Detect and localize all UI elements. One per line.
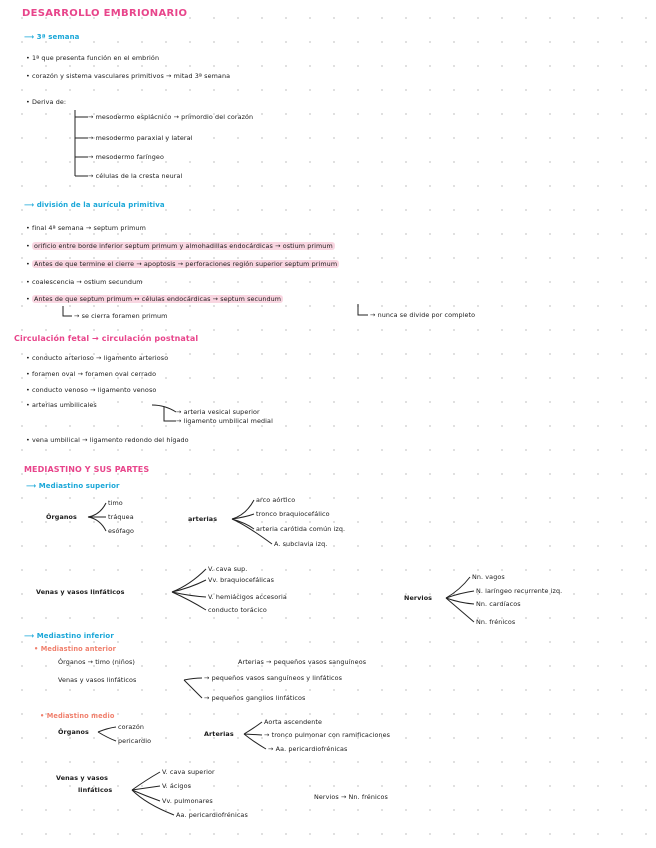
medio-nervios: Nervios → Nn. frénicos [314, 793, 388, 801]
subheading-mediastino-anterior: • Mediastino anterior [34, 645, 116, 653]
branch-item: → arteria vesical superior [176, 408, 260, 416]
branch-item: A. subclavia izq. [274, 540, 328, 548]
branch-item: Vv. pulmonares [162, 797, 213, 805]
list-item: • corazón y sistema vasculares primitivos → mitad 3ª semana [26, 72, 231, 80]
list-item: • Antes de que septum primum ↔ células endocárdicas → septum secundum [26, 295, 282, 303]
subheading-mediastino-medio: • Mediastino medio [40, 712, 115, 720]
branch-item: tráquea [108, 513, 134, 521]
branch-item: corazón [118, 723, 144, 731]
list-item: • final 4ª semana → septum primum [26, 224, 146, 232]
branch-item: Vv. braquiocefálicas [208, 576, 275, 584]
section-heading-3-semana: ⟶ 3ª semana [24, 33, 80, 41]
list-item: • conducto venoso → ligamento venoso [26, 386, 157, 394]
branch-item: → pequeños ganglios linfáticos [204, 694, 306, 702]
list-item: • orificio entre borde inferior septum primum y almohadillas endocárdicas → ostium primum [26, 242, 333, 250]
branch-item: → pequeños vasos sanguíneos y linfáticos [204, 674, 343, 682]
branch-item: arco aórtico [256, 496, 296, 504]
branch-item: Nn. vagos [472, 573, 505, 581]
branch-item: esófago [108, 527, 135, 535]
label-arterias-medio: Arterias [204, 730, 234, 738]
label-arterias: arterias [188, 515, 218, 523]
branch-item: arteria carótida común izq. [256, 525, 346, 533]
label-venas-anterior: Venas y vasos linfáticos [58, 676, 137, 684]
list-item: • vena umbilical → ligamento redondo del hígado [26, 436, 189, 444]
section-heading-mediastino: MEDIASTINO Y SUS PARTES [24, 465, 150, 474]
section-heading-division-auricula: ⟶ división de la aurícula primitiva [24, 201, 165, 209]
branch-item: Nn. frénicos [476, 618, 516, 626]
list-item: • arterias umbilicales [26, 401, 97, 409]
label-organos-medio: Órganos [58, 728, 89, 736]
label-organos: Órganos [46, 513, 77, 521]
branch-item: V. cava sup. [208, 565, 248, 573]
label-venas-medio-2: linfáticos [78, 786, 113, 794]
subheading-mediastino-superior: ⟶ Mediastino superior [26, 482, 120, 490]
branch-item: V. cava superior [162, 768, 215, 776]
branch-item: → mesodermo paraxial y lateral [88, 134, 193, 142]
list-item: • Deriva de: [26, 98, 67, 106]
branch-item: timo [108, 499, 123, 507]
anterior-organos: Órganos → timo (niños) [58, 658, 135, 666]
branch-item: → tronco pulmonar con ramificaciones [264, 731, 391, 739]
label-nervios: Nervios [404, 594, 433, 602]
list-item: • conducto arterioso → ligamento arterioso [26, 354, 169, 362]
section-heading-circulacion: Circulación fetal → circulación postnatal [14, 334, 199, 343]
branch-item: → ligamento umbilical medial [176, 417, 273, 425]
sub-note-left: → se cierra foramen primum [74, 312, 168, 320]
branch-item: V. ácigos [162, 782, 192, 790]
branch-item: → células de la cresta neural [88, 172, 183, 180]
branch-item: Nn. cardíacos [476, 600, 521, 608]
list-item: • Antes de que termine el cierre → apoptosis → perforaciones región superior septum primum [26, 260, 338, 268]
list-item: • 1ª que presenta función en el embrión [26, 54, 160, 62]
branch-item: Aa. pericardiofrénicas [176, 811, 248, 819]
list-item: • coalescencia → ostium secundum [26, 278, 143, 286]
branch-item: pericardio [118, 737, 152, 745]
anterior-arterias: Arterias → pequeños vasos sanguíneos [238, 658, 367, 666]
label-venas: Venas y vasos linfáticos [36, 588, 125, 596]
label-venas-medio-1: Venas y vasos [56, 774, 108, 782]
page-title: DESARROLLO EMBRIONARIO [22, 8, 188, 19]
branch-item: conducto torácico [208, 606, 267, 614]
branch-item: N. laríngeo recurrente izq. [476, 587, 563, 595]
branch-item: → Aa. pericardiofrénicas [268, 745, 348, 753]
branch-item: V. hemiácigos accesoria [208, 593, 287, 601]
list-item: • foramen oval → foramen oval cerrado [26, 370, 157, 378]
sub-note-right: → nunca se divide por completo [370, 311, 476, 319]
branch-item: tronco braquiocefálico [256, 510, 330, 518]
branch-item: → mesodermo esplácnico → primordio del corazón [88, 113, 254, 121]
branch-item: Aorta ascendente [264, 718, 323, 726]
branch-item: → mesodermo faríngeo [88, 153, 164, 161]
subheading-mediastino-inferior: ⟶ Mediastino inferior [24, 632, 114, 640]
